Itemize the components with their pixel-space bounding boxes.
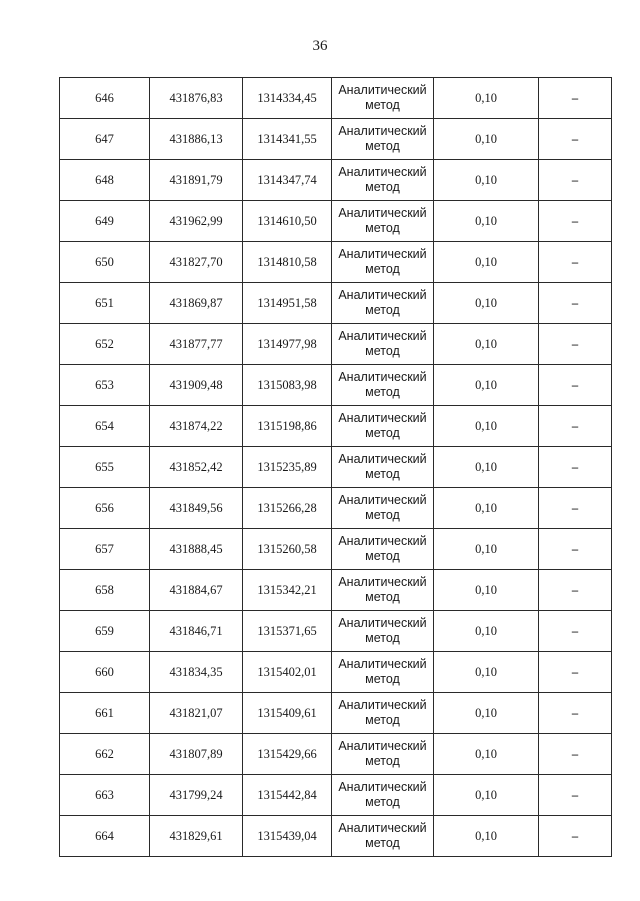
point-number-cell: 650: [60, 242, 150, 283]
y-coordinate-cell: 1315402,01: [243, 652, 332, 693]
method-line-1: Аналитический: [338, 452, 427, 466]
method-line-1: Аналитический: [338, 616, 427, 630]
note-cell: –: [539, 78, 612, 119]
method-cell: [332, 529, 434, 570]
note-cell: –: [539, 775, 612, 816]
note-cell: –: [539, 816, 612, 857]
x-coordinate-cell: 431874,22: [150, 406, 243, 447]
point-number-cell: 657: [60, 529, 150, 570]
accuracy-cell: 0,10: [434, 365, 539, 406]
method-line-1: Аналитический: [338, 83, 427, 97]
method-cell: [332, 693, 434, 734]
table-row: [60, 775, 612, 816]
method-line-2: метод: [365, 262, 400, 276]
point-number-cell: 648: [60, 160, 150, 201]
x-coordinate-cell: 431869,87: [150, 283, 243, 324]
point-number-cell: 661: [60, 693, 150, 734]
method-cell: [332, 447, 434, 488]
method-cell: [332, 775, 434, 816]
method-cell: [332, 488, 434, 529]
method-line-1: Аналитический: [338, 206, 427, 220]
method-line-2: метод: [365, 590, 400, 604]
method-line-1: Аналитический: [338, 493, 427, 507]
y-coordinate-cell: 1314810,58: [243, 242, 332, 283]
method-line-1: Аналитический: [338, 698, 427, 712]
y-coordinate-cell: 1315429,66: [243, 734, 332, 775]
point-number-cell: 651: [60, 283, 150, 324]
method-cell: [332, 201, 434, 242]
y-coordinate-cell: 1315260,58: [243, 529, 332, 570]
method-line-2: метод: [365, 303, 400, 317]
method-cell: [332, 406, 434, 447]
note-cell: –: [539, 529, 612, 570]
point-number-cell: 652: [60, 324, 150, 365]
point-number-cell: 654: [60, 406, 150, 447]
note-cell: –: [539, 201, 612, 242]
point-number-cell: 664: [60, 816, 150, 857]
method-line-1: Аналитический: [338, 288, 427, 302]
y-coordinate-cell: 1314341,55: [243, 119, 332, 160]
x-coordinate-cell: 431799,24: [150, 775, 243, 816]
accuracy-cell: 0,10: [434, 488, 539, 529]
table-row: [60, 611, 612, 652]
y-coordinate-cell: 1314347,74: [243, 160, 332, 201]
x-coordinate-cell: 431888,45: [150, 529, 243, 570]
note-cell: –: [539, 406, 612, 447]
x-coordinate-cell: 431891,79: [150, 160, 243, 201]
y-coordinate-cell: 1315439,04: [243, 816, 332, 857]
table-row: [60, 529, 612, 570]
method-cell: [332, 570, 434, 611]
method-line-1: Аналитический: [338, 575, 427, 589]
table-body: [60, 78, 612, 857]
method-cell: [332, 242, 434, 283]
method-line-2: метод: [365, 467, 400, 481]
accuracy-cell: 0,10: [434, 242, 539, 283]
method-cell: [332, 611, 434, 652]
point-number-cell: 662: [60, 734, 150, 775]
method-cell: [332, 652, 434, 693]
y-coordinate-cell: 1315198,86: [243, 406, 332, 447]
note-cell: –: [539, 119, 612, 160]
y-coordinate-cell: 1314610,50: [243, 201, 332, 242]
note-cell: –: [539, 283, 612, 324]
point-number-cell: 658: [60, 570, 150, 611]
method-line-2: метод: [365, 221, 400, 235]
method-line-1: Аналитический: [338, 124, 427, 138]
note-cell: –: [539, 652, 612, 693]
coordinates-table: [59, 77, 612, 857]
x-coordinate-cell: 431846,71: [150, 611, 243, 652]
method-line-1: Аналитический: [338, 411, 427, 425]
note-cell: –: [539, 365, 612, 406]
y-coordinate-cell: 1315442,84: [243, 775, 332, 816]
point-number-cell: 647: [60, 119, 150, 160]
table-row: [60, 365, 612, 406]
x-coordinate-cell: 431829,61: [150, 816, 243, 857]
method-line-2: метод: [365, 754, 400, 768]
method-line-2: метод: [365, 139, 400, 153]
y-coordinate-cell: 1314334,45: [243, 78, 332, 119]
method-cell: [332, 78, 434, 119]
accuracy-cell: 0,10: [434, 611, 539, 652]
note-cell: –: [539, 488, 612, 529]
accuracy-cell: 0,10: [434, 816, 539, 857]
table-row: [60, 201, 612, 242]
accuracy-cell: 0,10: [434, 529, 539, 570]
table-row: [60, 447, 612, 488]
point-number-cell: 649: [60, 201, 150, 242]
method-line-2: метод: [365, 713, 400, 727]
accuracy-cell: 0,10: [434, 693, 539, 734]
method-cell: [332, 365, 434, 406]
y-coordinate-cell: 1314951,58: [243, 283, 332, 324]
method-line-2: метод: [365, 836, 400, 850]
point-number-cell: 663: [60, 775, 150, 816]
x-coordinate-cell: 431827,70: [150, 242, 243, 283]
note-cell: –: [539, 734, 612, 775]
method-line-1: Аналитический: [338, 657, 427, 671]
x-coordinate-cell: 431877,77: [150, 324, 243, 365]
note-cell: –: [539, 693, 612, 734]
table-row: [60, 488, 612, 529]
x-coordinate-cell: 431909,48: [150, 365, 243, 406]
accuracy-cell: 0,10: [434, 447, 539, 488]
x-coordinate-cell: 431807,89: [150, 734, 243, 775]
x-coordinate-cell: 431834,35: [150, 652, 243, 693]
table-row: [60, 652, 612, 693]
method-line-1: Аналитический: [338, 370, 427, 384]
note-cell: –: [539, 324, 612, 365]
x-coordinate-cell: 431886,13: [150, 119, 243, 160]
accuracy-cell: 0,10: [434, 734, 539, 775]
method-line-1: Аналитический: [338, 329, 427, 343]
x-coordinate-cell: 431962,99: [150, 201, 243, 242]
point-number-cell: 655: [60, 447, 150, 488]
method-line-2: метод: [365, 631, 400, 645]
table-row: [60, 324, 612, 365]
accuracy-cell: 0,10: [434, 406, 539, 447]
method-line-2: метод: [365, 98, 400, 112]
table-row: [60, 160, 612, 201]
y-coordinate-cell: 1314977,98: [243, 324, 332, 365]
accuracy-cell: 0,10: [434, 201, 539, 242]
method-line-2: метод: [365, 795, 400, 809]
x-coordinate-cell: 431849,56: [150, 488, 243, 529]
accuracy-cell: 0,10: [434, 78, 539, 119]
x-coordinate-cell: 431852,42: [150, 447, 243, 488]
method-line-2: метод: [365, 672, 400, 686]
method-line-2: метод: [365, 508, 400, 522]
page-number: 36: [312, 38, 328, 54]
method-cell: [332, 119, 434, 160]
y-coordinate-cell: 1315083,98: [243, 365, 332, 406]
table-row: [60, 119, 612, 160]
point-number-cell: 660: [60, 652, 150, 693]
method-line-2: метод: [365, 426, 400, 440]
table-row: [60, 406, 612, 447]
method-line-1: Аналитический: [338, 739, 427, 753]
point-number-cell: 646: [60, 78, 150, 119]
accuracy-cell: 0,10: [434, 652, 539, 693]
accuracy-cell: 0,10: [434, 570, 539, 611]
accuracy-cell: 0,10: [434, 160, 539, 201]
table-row: [60, 283, 612, 324]
method-line-2: метод: [365, 344, 400, 358]
point-number-cell: 653: [60, 365, 150, 406]
table-row: [60, 816, 612, 857]
method-cell: [332, 283, 434, 324]
method-line-1: Аналитический: [338, 821, 427, 835]
method-line-1: Аналитический: [338, 780, 427, 794]
accuracy-cell: 0,10: [434, 283, 539, 324]
accuracy-cell: 0,10: [434, 775, 539, 816]
table-row: [60, 734, 612, 775]
method-line-1: Аналитический: [338, 247, 427, 261]
note-cell: –: [539, 611, 612, 652]
method-line-2: метод: [365, 180, 400, 194]
method-cell: [332, 324, 434, 365]
method-line-2: метод: [365, 385, 400, 399]
y-coordinate-cell: 1315266,28: [243, 488, 332, 529]
y-coordinate-cell: 1315342,21: [243, 570, 332, 611]
method-line-1: Аналитический: [338, 165, 427, 179]
accuracy-cell: 0,10: [434, 119, 539, 160]
y-coordinate-cell: 1315235,89: [243, 447, 332, 488]
method-cell: [332, 160, 434, 201]
y-coordinate-cell: 1315409,61: [243, 693, 332, 734]
accuracy-cell: 0,10: [434, 324, 539, 365]
note-cell: –: [539, 242, 612, 283]
point-number-cell: 656: [60, 488, 150, 529]
note-cell: –: [539, 160, 612, 201]
y-coordinate-cell: 1315371,65: [243, 611, 332, 652]
table-row: [60, 693, 612, 734]
method-cell: [332, 734, 434, 775]
table-row: [60, 78, 612, 119]
table-row: [60, 570, 612, 611]
method-line-2: метод: [365, 549, 400, 563]
x-coordinate-cell: 431821,07: [150, 693, 243, 734]
x-coordinate-cell: 431884,67: [150, 570, 243, 611]
method-cell: [332, 816, 434, 857]
point-number-cell: 659: [60, 611, 150, 652]
x-coordinate-cell: 431876,83: [150, 78, 243, 119]
note-cell: –: [539, 447, 612, 488]
note-cell: –: [539, 570, 612, 611]
table-row: [60, 242, 612, 283]
method-line-1: Аналитический: [338, 534, 427, 548]
